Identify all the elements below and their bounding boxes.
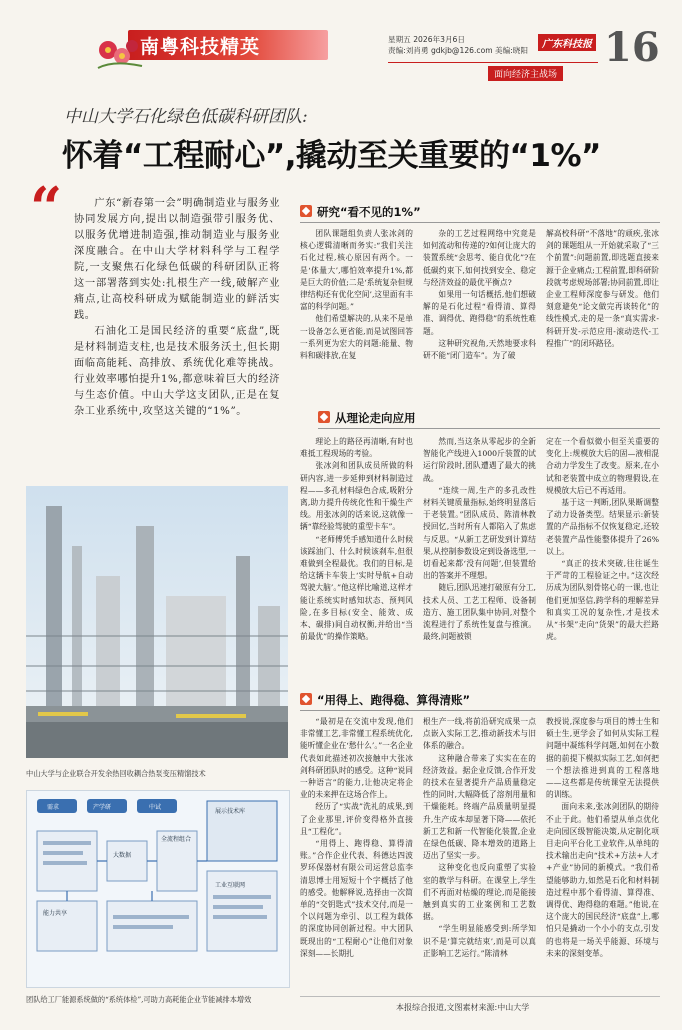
body-paragraph: 基于这一判断,团队果断调整了动力设备类型。结果显示:新装置的产品指标不仅恢复稳定,还较老装置产品性能整体提升了26%以上。	[546, 498, 659, 556]
newspaper-logo: 广东科技报	[538, 34, 596, 51]
body-paragraph: “学生明显能感受到:所学知识不是‘算完就结束’,而是可以真正影响工艺运行。”陈清林	[423, 924, 536, 958]
section2-title: 从理论走向应用	[335, 411, 416, 425]
section3-title: “用得上、跑得稳、算得清账”	[317, 693, 471, 707]
photo2-caption: 团队给工厂能源系统做的“系统体检”,可助力高耗能企业节能减排本增效	[26, 995, 252, 1004]
section3-heading	[300, 692, 470, 708]
plant-photo	[26, 486, 288, 758]
masthead-title: 南粤科技精英	[140, 36, 261, 58]
body-paragraph: 面向未来,张冰剑团队的期待不止于此。他们希望从单点优化走向园区级智能决策,从定制化项目走向平台化工业软件,从单纯的技术输出走向“技术+方法+人才+产业”协同的新模式。“我们希望能够助力,如然是石化和材料制造过程中那个看得清、算得准、调得优、跑得稳的难题。”他说,在这个庞大的国民经济“底盘”上,哪怕只是撬动一个小小的支点,引发的也将是一场关乎能源、环境与未来的深刻变革。	[546, 802, 659, 958]
section1-rule	[300, 222, 660, 223]
body-paragraph: 理论上的路径再清晰,有时也难抵工程现场的考验。	[300, 437, 413, 459]
diagram-label: 能力共享	[43, 910, 68, 917]
body-paragraph: 团队课题组负责人张冰剑的核心逻辑清晰而务实:“我们关注石化过程,核心原因有两个。一是‘体量大’,哪怕效率提升1%,都是巨大的价值;二是‘系统复杂但规律结构还有优化空间’,这里面有丰富的科学问题。”	[300, 229, 413, 312]
header-rule	[388, 62, 598, 63]
section1-heading	[300, 204, 421, 220]
section2-col3	[546, 436, 659, 643]
body-paragraph: 杂的工艺过程网络中究竟是如何流动和传递的?如何让庞大的装置系统“会思考、能自优化”?在低碳约束下,如何找到安全、稳定与经济效益的最优平衡点?	[423, 229, 536, 287]
body-paragraph: 解高校科研“不落地”的顽疾,张冰剑的课题组从一开始就采取了“三个前置”:问题前置,即选题直接来源于企业痛点;工程前置,即科研阶段就考虑规场部署;协同前置,即让企业工程师深度参与研发。他们刻意避免“论文做完再谈转化”的线性模式,走的是一条“真实需求-科研开发-示范应用-滚动迭代-工程推广”的闭环路径。	[546, 229, 659, 348]
body-paragraph: 这种变化也反向重塑了实验室的教学与科研。在课堂上,学生们不再面对枯燥的理论,而是能接触到真实的工业案例和工艺数据。	[423, 863, 536, 922]
section-marker-icon	[300, 693, 312, 705]
page-number: 16	[604, 24, 660, 71]
diagram-label: 产学研	[93, 804, 112, 811]
section2-col1	[300, 436, 413, 643]
section1-col3	[546, 228, 659, 350]
dateline-date: 星期五 2026年3月6日	[388, 35, 465, 44]
body-paragraph: 定在一个看似微小但至关重要的变化上:规模放大后的固—液相混合动力学发生了改变。原来,在小试和老装置中成立的物理假设,在规模放大后已不再适用。	[546, 437, 659, 495]
body-paragraph: 随后,团队迅速打破原有分工,技术人员、工艺工程师、设备制造方、施工团队集中协同,对整个流程进行了系统性复盘与推演。最终,问题被锁	[423, 583, 536, 642]
body-paragraph: 经历了“实战”洗礼的成果,到了企业那里,评价变得格外直接且“工程化”。	[300, 802, 413, 836]
intro-block	[74, 196, 280, 420]
diagram-label: 工业互联网	[215, 882, 246, 889]
diagram-label: 需求	[47, 804, 60, 811]
body-paragraph: 张冰剑和团队成员所做的科研内容,进一步延伸到材料制造过程——多孔材料绿色合成,吸附分离,助力提升传统化性和干燥生产线。用张冰剑的话来说,这就像一辆“靠经验驾驶的重型卡车”。	[300, 461, 413, 532]
quote-mark-icon: “	[30, 175, 63, 241]
diagram-label: 大数据	[113, 852, 132, 859]
section-marker-icon	[300, 205, 312, 217]
body-paragraph: “用得上、跑得稳、算得清账。”合作企业代表、科德达四波罗环保器材有限公司运营总监李清思博士用短短十个字概括了他的感受。他解释说,选择由一次简单的“交钥匙式”技术交付,而是一个以问题为牵引、以工程为载体的深度协同创新过程。中大团队既现出的“工程耐心”让他们对象深刻——长期扎	[300, 839, 413, 958]
section3-col1	[300, 716, 413, 960]
body-paragraph: 如果用一句话概括,他们想破解的是石化过程“看得清、算得准、调得优、跑得稳”的系统性难题。	[423, 290, 536, 336]
section2-rule	[318, 428, 660, 429]
diagram-label: 展示技术库	[215, 808, 246, 815]
section1-col1	[300, 228, 413, 362]
photo1-caption: 中山大学与企业联合开发余热回收耦合热泵变压精馏技术	[26, 769, 206, 778]
body-paragraph: “最初是在交流中发现,他们非常懂工艺,非常懂工程系统优化,能听懂企业在‘愁什么’。”一名企业代表如此描述初次接触中大张冰剑科研团队时的感受。这种“说同一种语言”的能力,让他决定将企业的未来押在这场合作上。	[300, 717, 413, 800]
section-marker-icon	[318, 411, 330, 423]
section3-col2	[423, 716, 536, 960]
body-paragraph: 根生产一线,将前沿研究成果一点点嵌入实际工艺,推动新技术与旧体系的融合。	[423, 717, 536, 751]
section1-title: 研究“看不见的1%”	[317, 205, 421, 219]
section3-rule	[300, 710, 660, 711]
dateline-editors: 责编:刘肖勇 gdkjb@126.com 美编:晓阳	[388, 46, 528, 55]
body-paragraph: “真正的技术突破,往往诞生于严苛的工程验证之中。”这次经历成为团队刻骨铭心的一课,也让他们更加坚信,跨学科的理解差异和真实工况的复杂性,才是技术从“书架”走向“货架”的最大拦路虎。	[546, 559, 659, 642]
kicker: 中山大学石化绿色低碳科研团队:	[64, 107, 308, 127]
intro-paragraph: 广东“新春第一会”明确制造业与服务业协同发展方向,提出以制造强带引服务优、以服务优增进制造强,推动制造业与服务业深度融合。在中山大学材料科学与工程学院,一支聚焦石化绿色低碳的科研团队正将这一部署落到实处:扎根生产一线,破解产业痛点,让高校科研成为赋能制造业的鲜活实践。	[74, 198, 280, 321]
section1-col2	[423, 228, 536, 362]
body-paragraph: 教授说,深度参与项目的博士生和硕士生,更学会了如何从实际工程问题中凝练科学问题,如何在小数据的前提下模拟实际工艺,如何把一个想法推进到真的工程落地——这些都是传统课堂无法提供的训练。	[546, 717, 659, 800]
section3-col3	[546, 716, 659, 960]
section-tag: 面向经济主战场	[488, 66, 563, 81]
diagram-label: 全流程组合	[161, 836, 192, 843]
body-paragraph: 这种研究视角,天然地要求科研不能“闭门造车”。为了破	[423, 338, 536, 361]
dateline	[388, 34, 528, 56]
section2-heading	[318, 410, 416, 426]
body-paragraph: 这种融合带来了实实在在的经济效益。据企业反馈,合作开发的技术在显著提升产品质量稳定性的同时,大幅降低了溶剂用量和干燥能耗。终端产品质量明显提升,生产成本却显著下降——依托新工艺和新一代智能化装置,企业在绿色低碳、降本增效的道路上迈出了坚实一步。	[423, 753, 536, 861]
body-paragraph: “连续一周,生产的多孔改性材料关键质量指标,始终明显落后于老装置。”团队成员、陈清林教授回忆,当时所有人都陷入了焦虑与反思。“从新工艺研发到计算结果,从控制参数设定到设备选型,一切看起来都‘没有问题’,但装置给出的答案并不理想。	[423, 485, 536, 581]
flower-decoration-icon	[96, 36, 144, 72]
source-credit: 本报综合报道,文图素材来源:中山大学	[396, 1003, 530, 1012]
body-paragraph: “老师傅凭手感知道什么时候该踩油门、什么时候该刹车,但很难做到全程最优。我们的目标,是给这辆卡车装上‘实时导航+自动驾驶大脑’。”他这样比喻道,这样才能让系统实时感知状态、预判风险,在多目标(安全、能效、成本、碳排)间自动权衡,并给出“当前最优”的操作策略。	[300, 534, 413, 642]
body-paragraph: 然而,当这条从零起步的全新智能化产线进入1000斤装置的试运行阶段时,团队遭遇了最大的挑战。	[423, 437, 536, 483]
section2-col2	[423, 436, 536, 643]
headline: 怀着“工程耐心”,撬动至关重要的“1%”	[62, 138, 601, 174]
diagram-label: 中试	[149, 804, 162, 811]
intro-paragraph: 石油化工是国民经济的重要“底盘”,既是材料制造支柱,也是技术服务沃土,但长期面临高能耗、高排放、系统优化难等挑战。行业效率哪怕提升1%,都意味着巨大的经济与生态价值。中山大学这支团队,正是在复杂工业系统中,攻坚这关键的“1%”。	[74, 326, 280, 417]
footer-rule	[300, 996, 660, 997]
body-paragraph: 他们希望解决的,从来不是单一设备怎么更省能,而是试图回答一系列更为宏大的问题:能量、物料和碳排放,在复	[300, 314, 413, 361]
system-diagram	[26, 790, 290, 988]
